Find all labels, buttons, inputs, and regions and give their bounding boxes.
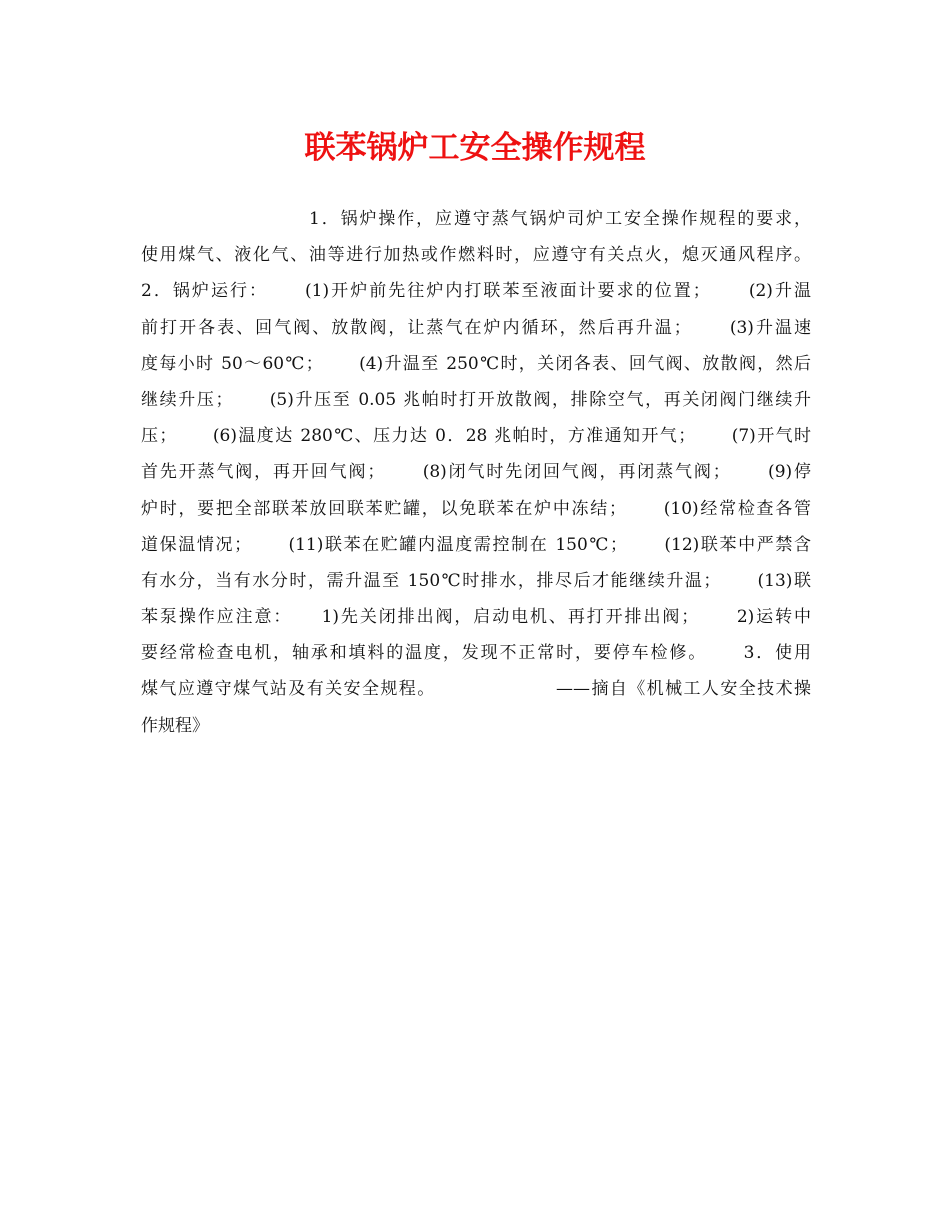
paragraph-line-10: 道保温情况； (11)联苯在贮罐内温度需控制在 150℃； (12)联苯中严禁含 — [141, 534, 811, 555]
paragraph-line-5: 度每小时 50～60℃； (4)升温至 250℃时，关闭各表、回气阀、放散阀，然后 — [141, 353, 811, 374]
paragraph-line-8: 首先开蒸气阀，再开回气阀； (8)闭气时先闭回气阀，再闭蒸气阀； (9)停 — [141, 462, 811, 483]
document-title: 联苯锅炉工安全操作规程 — [304, 130, 646, 166]
paragraph-line-15: 作规程》 — [141, 715, 209, 736]
paragraph-line-7: 压； (6)温度达 280℃、压力达 0．28 兆帕时，方准通知开气； (7)开气时 — [141, 426, 811, 447]
paragraph-line-12: 苯泵操作应注意： 1)先关闭排出阀，启动电机、再打开排出阀； 2)运转中 — [141, 607, 811, 628]
paragraph-line-1: 1．锅炉操作，应遵守蒸气锅炉司炉工安全操作规程的要求， — [309, 209, 811, 229]
paragraph-line-13: 要经常检查电机，轴承和填料的温度，发现不正常时，要停车检修。 3．使用 — [141, 643, 811, 664]
paragraph-line-6: 继续升压； (5)升压至 0.05 兆帕时打开放散阀，排除空气，再关闭阀门继续升 — [141, 389, 811, 410]
paragraph-line-14: 煤气应遵守煤气站及有关安全规程。 ——摘自《机械工人安全技术操 — [141, 679, 811, 700]
paragraph-line-9: 炉时，要把全部联苯放回联苯贮罐，以免联苯在炉中冻结； (10)经常检查各管 — [141, 498, 811, 519]
paragraph-line-3: 2．锅炉运行： (1)开炉前先往炉内打联苯至液面计要求的位置； (2)升温 — [141, 281, 811, 302]
document-body — [141, 201, 811, 744]
paragraph-line-4: 前打开各表、回气阀、放散阀，让蒸气在炉内循环，然后再升温； (3)升温速 — [141, 317, 811, 338]
paragraph-line-11: 有水分，当有水分时，需升温至 150℃时排水，排尽后才能继续升温； (13)联 — [141, 570, 811, 591]
paragraph-line-2: 使用煤气、液化气、油等进行加热或作燃料时，应遵守有关点火，熄灭通风程序。 — [141, 245, 811, 266]
